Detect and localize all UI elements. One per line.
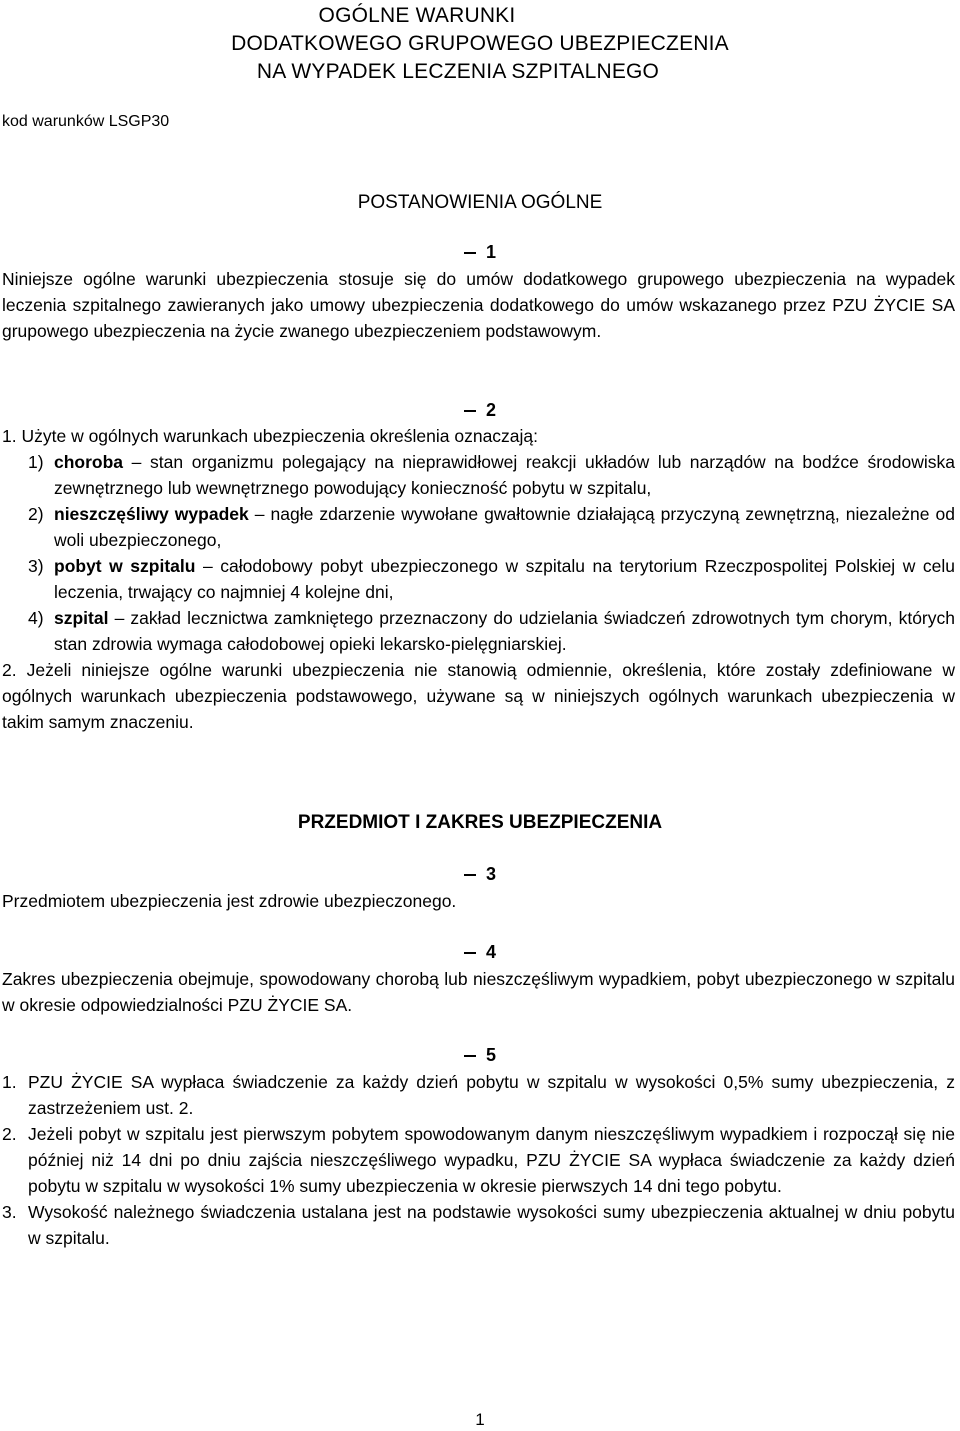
paragraph-5-item: 3. Wysokość należnego świadczenia ustalana jest na podstawie wysokości sumy ubezpieczenia aktualnej w dniu pobytu w szpitalu. — [2, 1202, 955, 1248]
paragraph-4-text: Zakres ubezpieczenia obejmuje, spowodowany chorobą lub nieszczęśliwym wypadkiem, pobyt ubezpieczonego w szpitalu w okresie odpowiedzialności PZU ŻYCIE SA. — [2, 969, 955, 1015]
paragraph-2-block — [2, 423, 955, 735]
definition-item: 1) choroba – stan organizmu polegający na nieprawidłowej reakcji układów lub narządów na bodźce środowiska zewnętrznego lub wewnętrznego powodujący konieczność pobytu w szpitalu, — [28, 452, 955, 498]
section-title-general: POSTANOWIENIA OGÓLNE — [357, 192, 603, 213]
section-mark-icon — [464, 938, 476, 954]
paragraph-number-4: 4 — [0, 942, 960, 963]
conditions-code: kod warunków LSGP30 — [2, 113, 170, 130]
paragraph-number-1: 1 — [0, 242, 960, 263]
paragraph-5-item: 1. PZU ŻYCIE SA wypłaca świadczenie za każdy dzień pobytu w szpitalu w wysokości 0,5% sumy ubezpieczenia, z zastrzeżeniem ust. 2. — [2, 1072, 955, 1118]
title-line-1: OGÓLNE WARUNKI — [318, 4, 516, 27]
section-title-scope: PRZEDMIOT I ZAKRES UBEZPIECZENIA — [297, 812, 663, 833]
definition-item: 3) pobyt w szpitalu – całodobowy pobyt ubezpieczonego w szpitalu na terytorium Rzeczpospolitej Polskiej w celu leczenia, trwający co najmniej 4 kolejne dni, — [28, 556, 955, 602]
section-mark-icon — [464, 238, 476, 254]
title-line-3: NA WYPADEK LECZENIA SZPITALNEGO — [256, 60, 660, 83]
document-title — [0, 2, 960, 86]
paragraph-1-text: Niniejsze ogólne warunki ubezpieczenia stosuje się do umów dodatkowego grupowego ubezpieczenia na wypadek leczenia szpitalnego zawieranych jako umowy ubezpieczenia dodatkowego do umów wskazanego przez PZU ŻYCIE SA grupowego ubezpieczenia na życie zwanego ubezpieczeniem podstawowym. — [2, 269, 955, 341]
section-mark-icon — [464, 860, 476, 876]
definition-item: 2) nieszczęśliwy wypadek – nagłe zdarzenie wywołane gwałtownie działającą przyczyną zewnętrzną, niezależne od woli ubezpieczonego, — [28, 504, 955, 550]
paragraph-number-5: 5 — [0, 1045, 960, 1066]
paragraph-5-block — [2, 1069, 955, 1251]
page-number: 1 — [475, 1410, 485, 1429]
paragraph-2-item-2: 2. Jeżeli niniejsze ogólne warunki ubezpieczenia nie stanowią odmiennie, określenia, które zostały zdefiniowane w ogólnych warunkach ubezpieczenia podstawowego, używane są w niniejszych ogólnych warunkach ubezpieczenia w takim samym znaczeniu. — [2, 660, 955, 732]
definitions-list — [2, 449, 955, 657]
section-mark-icon — [464, 1041, 476, 1057]
title-line-2: DODATKOWEGO GRUPOWEGO UBEZPIECZENIA — [231, 32, 729, 55]
paragraph-number-2: 2 — [0, 400, 960, 421]
paragraph-2-item-1: 1. Użyte w ogólnych warunkach ubezpieczenia określenia oznaczają: — [2, 426, 539, 446]
section-mark-icon — [464, 396, 476, 412]
paragraph-number-3: 3 — [0, 864, 960, 885]
definition-item: 4) szpital – zakład lecznictwa zamkniętego przeznaczony do udzielania świadczeń zdrowotnych tym chorym, których stan zdrowia wymaga całodobowej opieki lekarsko-pielęgniarskiej. — [28, 608, 955, 654]
paragraph-5-item: 2. Jeżeli pobyt w szpitalu jest pierwszym pobytem spowodowanym danym nieszczęśliwym wypadkiem i rozpoczął się nie później niż 14 dni po dniu zajścia nieszczęśliwego wypadku, PZU ŻYCIE SA wypłaca świadczenie za każdy dzień pobytu w szpitalu w wysokości 1% sumy ubezpieczenia w okresie pierwszych 14 dni tego pobytu. — [2, 1124, 955, 1196]
paragraph-3-text: Przedmiotem ubezpieczenia jest zdrowie ubezpieczonego. — [2, 891, 457, 911]
